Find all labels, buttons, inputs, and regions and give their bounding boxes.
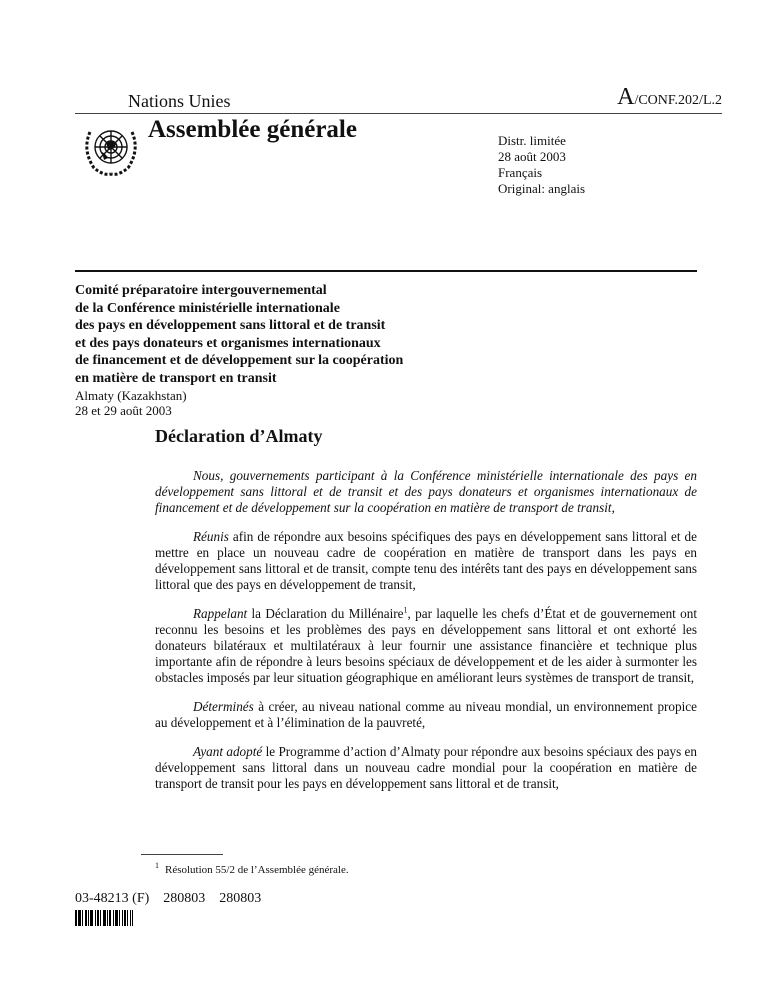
language-line: Français	[498, 165, 543, 180]
paragraph-lead: Rappelant	[193, 606, 248, 621]
date-line: 28 août 2003	[498, 149, 566, 164]
committee-line: Comité préparatoire intergouvernemental	[75, 283, 327, 298]
organization-name: Nations Unies	[128, 91, 231, 111]
barcode-bar	[133, 910, 134, 926]
paragraph	[155, 468, 697, 516]
committee-name	[75, 282, 403, 387]
footnote	[155, 861, 349, 876]
paragraph-lead: Déterminés	[193, 699, 254, 714]
session-dates: 28 et 29 août 2003	[75, 403, 172, 418]
symbol-prefix: A	[617, 84, 635, 110]
paragraph-text: afin de répondre aux besoins spécifiques des pays en développement sans littoral et de mettre en place un nouveau cadre de coopération en matière de transport dans les pays en développement sans littoral et de transit, compte tenu des intérêts tant des pays en développement sans littoral que des pays en développement de transit,	[155, 529, 697, 592]
document-symbol	[617, 84, 722, 111]
paragraph	[155, 529, 697, 593]
section-rule	[75, 270, 697, 272]
header-rule	[75, 113, 722, 114]
original-language-line: Original: anglais	[498, 181, 586, 196]
job-date: 280803	[219, 891, 262, 906]
paragraph-text: la Déclaration du Millénaire	[247, 606, 404, 621]
document-body	[155, 468, 697, 805]
footnote-text: Résolution 55/2 de l’Assemblée générale.	[165, 864, 349, 876]
committee-line: et des pays donateurs et organismes internationaux	[75, 335, 381, 351]
paragraph-lead: Nous, gouvernements participant à la Conférence ministérielle internationale des pays en développement sans littoral et de transit et des pays donateurs et organismes internationaux de financement et de développement sur la coopération en matière de transport de transit	[155, 468, 697, 515]
job-number-line	[75, 891, 275, 907]
paragraph-text: , par laquelle les chefs d’État et de gouvernement ont reconnu les besoins et les problèmes des pays en développement sans littoral et ont exhorté les donateurs bilatéraux et multilatéraux à leur fournir une assistance financière et technique plus importante afin de répondre à leurs besoins spéciaux de développement et de les aider à surmonter les obstacles imposés par leur situation géographique en améliorant leurs systèmes de transport de transit,	[155, 606, 697, 685]
committee-line: des pays en développement sans littoral et de transit	[75, 318, 386, 333]
committee-line: de financement et de développement sur la coopération	[75, 353, 404, 368]
committee-line: de la Conférence ministérielle internationale	[75, 300, 340, 316]
document-title: Déclaration d’Almaty	[155, 426, 323, 446]
paragraph-text: à créer, au niveau national comme au niveau mondial, un environnement propice au développement et à l’élimination de la pauvreté,	[155, 699, 697, 730]
paragraph-text: le Programme d’action d’Almaty pour répondre aux besoins spéciaux des pays en développement sans littoral dans un nouveau cadre mondial pour la coopération en matière de transport de transit pour les pays en développement sans littoral et de transit,	[155, 744, 697, 791]
footnote-marker: 1	[155, 861, 159, 871]
footnote-reference[interactable]: 1	[403, 605, 408, 615]
paragraph-text: ,	[611, 500, 615, 515]
distribution-line: Distr. limitée	[498, 133, 566, 148]
distribution-block	[498, 133, 585, 197]
paragraph-lead: Réunis	[193, 529, 229, 544]
paragraph	[155, 744, 697, 792]
footnote-rule	[141, 854, 223, 855]
un-emblem-icon	[80, 118, 142, 180]
paragraph	[155, 606, 697, 686]
organ-title: Assemblée générale	[148, 116, 357, 143]
paragraph-lead: Ayant adopté	[193, 744, 263, 759]
session-info	[75, 388, 187, 418]
session-place: Almaty (Kazakhstan)	[75, 388, 187, 403]
symbol-rest: /CONF.202/L.2	[634, 93, 722, 108]
job-number: 03-48213 (F)	[75, 891, 150, 906]
barcode	[75, 910, 134, 926]
paragraph	[155, 699, 697, 731]
job-date: 280803	[163, 891, 206, 906]
committee-line: en matière de transport en transit	[75, 370, 277, 386]
